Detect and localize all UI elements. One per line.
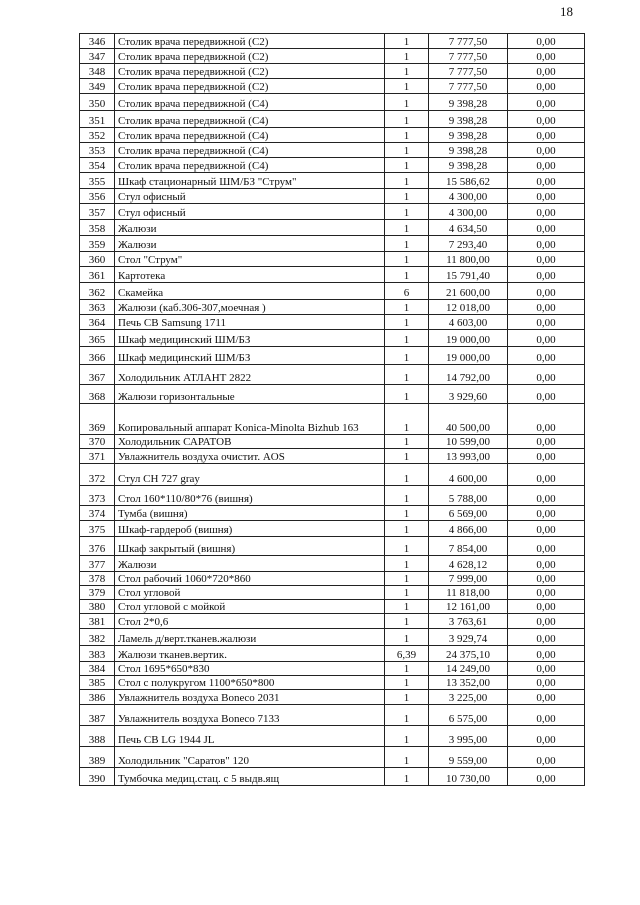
item-name-cell: Копировальный аппарат Konica-Minolta Bizhub 163	[115, 404, 385, 435]
quantity-cell: 1	[385, 111, 429, 128]
quantity-cell: 1	[385, 34, 429, 49]
residual-value-cell: 0,00	[508, 283, 585, 300]
residual-value-cell: 0,00	[508, 330, 585, 347]
row-number-cell: 361	[80, 267, 115, 283]
residual-value-cell: 0,00	[508, 128, 585, 143]
table-row	[80, 94, 585, 111]
price-cell: 4 866,00	[429, 521, 508, 537]
residual-value-cell: 0,00	[508, 220, 585, 236]
row-number-cell: 386	[80, 690, 115, 705]
table-row	[80, 189, 585, 204]
table-row	[80, 347, 585, 365]
price-cell: 10 599,00	[429, 435, 508, 449]
quantity-cell: 1	[385, 385, 429, 404]
residual-value-cell: 0,00	[508, 537, 585, 556]
item-name-cell: Столик врача передвижной (С2)	[115, 64, 385, 79]
quantity-cell: 1	[385, 300, 429, 315]
row-number-cell: 359	[80, 236, 115, 252]
item-name-cell: Столик врача передвижной (С4)	[115, 128, 385, 143]
table-row	[80, 747, 585, 768]
item-name-cell: Стул офисный	[115, 204, 385, 220]
quantity-cell: 1	[385, 64, 429, 79]
price-cell: 4 600,00	[429, 464, 508, 486]
quantity-cell: 1	[385, 236, 429, 252]
price-cell: 4 300,00	[429, 189, 508, 204]
quantity-cell: 1	[385, 315, 429, 330]
table-row	[80, 435, 585, 449]
row-number-cell: 352	[80, 128, 115, 143]
price-cell: 9 398,28	[429, 111, 508, 128]
table-row	[80, 385, 585, 404]
item-name-cell: Столик врача передвижной (С2)	[115, 79, 385, 94]
price-cell: 19 000,00	[429, 347, 508, 365]
price-cell: 6 575,00	[429, 705, 508, 726]
residual-value-cell: 0,00	[508, 690, 585, 705]
quantity-cell: 1	[385, 521, 429, 537]
residual-value-cell: 0,00	[508, 79, 585, 94]
item-name-cell: Холодильник "Саратов" 120	[115, 747, 385, 768]
price-cell: 12 018,00	[429, 300, 508, 315]
quantity-cell: 1	[385, 347, 429, 365]
item-name-cell: Столик врача передвижной (С4)	[115, 94, 385, 111]
table-row	[80, 283, 585, 300]
quantity-cell: 1	[385, 537, 429, 556]
price-cell: 9 398,28	[429, 158, 508, 173]
table-row	[80, 768, 585, 786]
item-name-cell: Печь СВ LG 1944 JL	[115, 726, 385, 747]
price-cell: 11 800,00	[429, 252, 508, 267]
price-cell: 24 375,10	[429, 646, 508, 662]
price-cell: 13 993,00	[429, 449, 508, 464]
row-number-cell: 389	[80, 747, 115, 768]
row-number-cell: 390	[80, 768, 115, 786]
row-number-cell: 348	[80, 64, 115, 79]
table-row	[80, 111, 585, 128]
row-number-cell: 347	[80, 49, 115, 64]
row-number-cell: 372	[80, 464, 115, 486]
table-row	[80, 662, 585, 676]
price-cell: 13 352,00	[429, 676, 508, 690]
residual-value-cell: 0,00	[508, 646, 585, 662]
price-cell: 9 398,28	[429, 143, 508, 158]
price-cell: 15 791,40	[429, 267, 508, 283]
item-name-cell: Стол с полукругом 1100*650*800	[115, 676, 385, 690]
row-number-cell: 362	[80, 283, 115, 300]
row-number-cell: 356	[80, 189, 115, 204]
residual-value-cell: 0,00	[508, 252, 585, 267]
item-name-cell: Шкаф закрытый (вишня)	[115, 537, 385, 556]
residual-value-cell: 0,00	[508, 586, 585, 600]
row-number-cell: 388	[80, 726, 115, 747]
price-cell: 3 225,00	[429, 690, 508, 705]
quantity-cell: 1	[385, 614, 429, 629]
page-number: 18	[560, 4, 573, 19]
inventory-table-body	[80, 34, 585, 786]
residual-value-cell: 0,00	[508, 300, 585, 315]
item-name-cell: Стол угловой с мойкой	[115, 600, 385, 614]
table-row	[80, 220, 585, 236]
quantity-cell: 1	[385, 49, 429, 64]
row-number-cell: 370	[80, 435, 115, 449]
price-cell: 3 929,74	[429, 629, 508, 646]
table-row	[80, 572, 585, 586]
residual-value-cell: 0,00	[508, 449, 585, 464]
residual-value-cell: 0,00	[508, 34, 585, 49]
quantity-cell: 1	[385, 365, 429, 385]
row-number-cell: 374	[80, 506, 115, 521]
item-name-cell: Стол 160*110/80*76 (вишня)	[115, 486, 385, 506]
table-row	[80, 726, 585, 747]
row-number-cell: 360	[80, 252, 115, 267]
item-name-cell: Увлажнитель воздуха Boneco 7133	[115, 705, 385, 726]
residual-value-cell: 0,00	[508, 768, 585, 786]
quantity-cell: 1	[385, 79, 429, 94]
row-number-cell: 349	[80, 79, 115, 94]
residual-value-cell: 0,00	[508, 662, 585, 676]
table-row	[80, 173, 585, 189]
row-number-cell: 364	[80, 315, 115, 330]
quantity-cell: 1	[385, 330, 429, 347]
item-name-cell: Тумба (вишня)	[115, 506, 385, 521]
price-cell: 14 792,00	[429, 365, 508, 385]
row-number-cell: 358	[80, 220, 115, 236]
price-cell: 7 777,50	[429, 49, 508, 64]
price-cell: 3 995,00	[429, 726, 508, 747]
inventory-table	[79, 33, 585, 786]
table-row	[80, 330, 585, 347]
table-row	[80, 365, 585, 385]
price-cell: 12 161,00	[429, 600, 508, 614]
item-name-cell: Столик врача передвижной (С4)	[115, 158, 385, 173]
item-name-cell: Холодильник АТЛАНТ 2822	[115, 365, 385, 385]
quantity-cell: 1	[385, 204, 429, 220]
item-name-cell: Столик врача передвижной (С4)	[115, 111, 385, 128]
row-number-cell: 383	[80, 646, 115, 662]
item-name-cell: Скамейка	[115, 283, 385, 300]
row-number-cell: 382	[80, 629, 115, 646]
price-cell: 5 788,00	[429, 486, 508, 506]
item-name-cell: Стол 1695*650*830	[115, 662, 385, 676]
item-name-cell: Столик врача передвижной (С2)	[115, 34, 385, 49]
row-number-cell: 354	[80, 158, 115, 173]
price-cell: 3 763,61	[429, 614, 508, 629]
residual-value-cell: 0,00	[508, 521, 585, 537]
residual-value-cell: 0,00	[508, 111, 585, 128]
residual-value-cell: 0,00	[508, 614, 585, 629]
item-name-cell: Жалюзи	[115, 236, 385, 252]
item-name-cell: Шкаф медицинский ШМ/БЗ	[115, 347, 385, 365]
row-number-cell: 366	[80, 347, 115, 365]
item-name-cell: Столик врача передвижной (С4)	[115, 143, 385, 158]
row-number-cell: 387	[80, 705, 115, 726]
item-name-cell: Увлажнитель воздуха Boneco 2031	[115, 690, 385, 705]
quantity-cell: 1	[385, 435, 429, 449]
residual-value-cell: 0,00	[508, 676, 585, 690]
item-name-cell: Стул офисный	[115, 189, 385, 204]
quantity-cell: 1	[385, 464, 429, 486]
price-cell: 9 398,28	[429, 128, 508, 143]
table-row	[80, 586, 585, 600]
price-cell: 9 398,28	[429, 94, 508, 111]
item-name-cell: Шкаф-гардероб (вишня)	[115, 521, 385, 537]
quantity-cell: 1	[385, 768, 429, 786]
price-cell: 6 569,00	[429, 506, 508, 521]
quantity-cell: 1	[385, 220, 429, 236]
residual-value-cell: 0,00	[508, 143, 585, 158]
residual-value-cell: 0,00	[508, 600, 585, 614]
residual-value-cell: 0,00	[508, 64, 585, 79]
quantity-cell: 1	[385, 189, 429, 204]
residual-value-cell: 0,00	[508, 404, 585, 435]
row-number-cell: 350	[80, 94, 115, 111]
price-cell: 7 293,40	[429, 236, 508, 252]
item-name-cell: Жалюзи горизонтальные	[115, 385, 385, 404]
table-row	[80, 600, 585, 614]
row-number-cell: 385	[80, 676, 115, 690]
item-name-cell: Картотека	[115, 267, 385, 283]
item-name-cell: Увлажнитель воздуха очистит. AOS	[115, 449, 385, 464]
table-row	[80, 315, 585, 330]
price-cell: 14 249,00	[429, 662, 508, 676]
residual-value-cell: 0,00	[508, 267, 585, 283]
quantity-cell: 1	[385, 267, 429, 283]
quantity-cell: 1	[385, 173, 429, 189]
residual-value-cell: 0,00	[508, 204, 585, 220]
table-row	[80, 705, 585, 726]
row-number-cell: 369	[80, 404, 115, 435]
residual-value-cell: 0,00	[508, 486, 585, 506]
residual-value-cell: 0,00	[508, 506, 585, 521]
row-number-cell: 378	[80, 572, 115, 586]
item-name-cell: Печь СВ Samsung 1711	[115, 315, 385, 330]
quantity-cell: 1	[385, 556, 429, 572]
item-name-cell: Ламель д/верт.тканев.жалюзи	[115, 629, 385, 646]
row-number-cell: 381	[80, 614, 115, 629]
table-row	[80, 404, 585, 435]
row-number-cell: 351	[80, 111, 115, 128]
price-cell: 19 000,00	[429, 330, 508, 347]
table-row	[80, 143, 585, 158]
row-number-cell: 376	[80, 537, 115, 556]
quantity-cell: 1	[385, 94, 429, 111]
row-number-cell: 379	[80, 586, 115, 600]
table-row	[80, 79, 585, 94]
quantity-cell: 1	[385, 252, 429, 267]
table-row	[80, 690, 585, 705]
table-row	[80, 556, 585, 572]
quantity-cell: 1	[385, 143, 429, 158]
table-row	[80, 34, 585, 49]
price-cell: 15 586,62	[429, 173, 508, 189]
quantity-cell: 1	[385, 586, 429, 600]
residual-value-cell: 0,00	[508, 385, 585, 404]
row-number-cell: 365	[80, 330, 115, 347]
item-name-cell: Стол рабочий 1060*720*860	[115, 572, 385, 586]
row-number-cell: 368	[80, 385, 115, 404]
item-name-cell: Стол "Струм"	[115, 252, 385, 267]
quantity-cell: 1	[385, 486, 429, 506]
table-row	[80, 158, 585, 173]
quantity-cell: 1	[385, 690, 429, 705]
price-cell: 11 818,00	[429, 586, 508, 600]
table-row	[80, 521, 585, 537]
quantity-cell: 1	[385, 726, 429, 747]
price-cell: 4 628,12	[429, 556, 508, 572]
table-row	[80, 267, 585, 283]
quantity-cell: 1	[385, 506, 429, 521]
quantity-cell: 1	[385, 449, 429, 464]
quantity-cell: 1	[385, 629, 429, 646]
price-cell: 10 730,00	[429, 768, 508, 786]
price-cell: 7 777,50	[429, 64, 508, 79]
residual-value-cell: 0,00	[508, 556, 585, 572]
quantity-cell: 1	[385, 600, 429, 614]
price-cell: 9 559,00	[429, 747, 508, 768]
item-name-cell: Стул СН 727 gray	[115, 464, 385, 486]
table-row	[80, 614, 585, 629]
item-name-cell: Шкаф медицинский ШМ/БЗ	[115, 330, 385, 347]
item-name-cell: Жалюзи (каб.306-307,моечная )	[115, 300, 385, 315]
item-name-cell: Тумбочка медиц.стац. с 5 выдв.ящ	[115, 768, 385, 786]
row-number-cell: 377	[80, 556, 115, 572]
quantity-cell: 1	[385, 705, 429, 726]
table-row	[80, 252, 585, 267]
quantity-cell: 1	[385, 404, 429, 435]
table-row	[80, 486, 585, 506]
table-row	[80, 449, 585, 464]
quantity-cell: 1	[385, 747, 429, 768]
row-number-cell: 357	[80, 204, 115, 220]
table-row	[80, 300, 585, 315]
residual-value-cell: 0,00	[508, 315, 585, 330]
price-cell: 4 300,00	[429, 204, 508, 220]
residual-value-cell: 0,00	[508, 236, 585, 252]
residual-value-cell: 0,00	[508, 347, 585, 365]
price-cell: 21 600,00	[429, 283, 508, 300]
residual-value-cell: 0,00	[508, 435, 585, 449]
table-row	[80, 676, 585, 690]
table-row	[80, 537, 585, 556]
price-cell: 4 603,00	[429, 315, 508, 330]
residual-value-cell: 0,00	[508, 572, 585, 586]
row-number-cell: 380	[80, 600, 115, 614]
item-name-cell: Жалюзи тканев.вертик.	[115, 646, 385, 662]
table-row	[80, 128, 585, 143]
price-cell: 7 999,00	[429, 572, 508, 586]
quantity-cell: 1	[385, 676, 429, 690]
row-number-cell: 367	[80, 365, 115, 385]
item-name-cell: Жалюзи	[115, 556, 385, 572]
residual-value-cell: 0,00	[508, 365, 585, 385]
price-cell: 4 634,50	[429, 220, 508, 236]
residual-value-cell: 0,00	[508, 94, 585, 111]
table-row	[80, 204, 585, 220]
residual-value-cell: 0,00	[508, 629, 585, 646]
price-cell: 7 854,00	[429, 537, 508, 556]
item-name-cell: Стол 2*0,6	[115, 614, 385, 629]
quantity-cell: 6	[385, 283, 429, 300]
row-number-cell: 373	[80, 486, 115, 506]
price-cell: 7 777,50	[429, 34, 508, 49]
row-number-cell: 384	[80, 662, 115, 676]
residual-value-cell: 0,00	[508, 158, 585, 173]
row-number-cell: 371	[80, 449, 115, 464]
table-row	[80, 646, 585, 662]
quantity-cell: 1	[385, 128, 429, 143]
row-number-cell: 363	[80, 300, 115, 315]
row-number-cell: 353	[80, 143, 115, 158]
table-row	[80, 236, 585, 252]
row-number-cell: 355	[80, 173, 115, 189]
residual-value-cell: 0,00	[508, 747, 585, 768]
residual-value-cell: 0,00	[508, 189, 585, 204]
table-row	[80, 629, 585, 646]
price-cell: 40 500,00	[429, 404, 508, 435]
price-cell: 3 929,60	[429, 385, 508, 404]
item-name-cell: Столик врача передвижной (С2)	[115, 49, 385, 64]
row-number-cell: 346	[80, 34, 115, 49]
item-name-cell: Холодильник САРАТОВ	[115, 435, 385, 449]
table-row	[80, 64, 585, 79]
item-name-cell: Жалюзи	[115, 220, 385, 236]
residual-value-cell: 0,00	[508, 49, 585, 64]
table-row	[80, 506, 585, 521]
table-row	[80, 464, 585, 486]
price-cell: 7 777,50	[429, 79, 508, 94]
residual-value-cell: 0,00	[508, 173, 585, 189]
quantity-cell: 1	[385, 158, 429, 173]
residual-value-cell: 0,00	[508, 705, 585, 726]
residual-value-cell: 0,00	[508, 464, 585, 486]
item-name-cell: Шкаф стационарный ШМ/БЗ "Струм"	[115, 173, 385, 189]
residual-value-cell: 0,00	[508, 726, 585, 747]
row-number-cell: 375	[80, 521, 115, 537]
item-name-cell: Стол угловой	[115, 586, 385, 600]
quantity-cell: 6,39	[385, 646, 429, 662]
quantity-cell: 1	[385, 662, 429, 676]
quantity-cell: 1	[385, 572, 429, 586]
table-row	[80, 49, 585, 64]
